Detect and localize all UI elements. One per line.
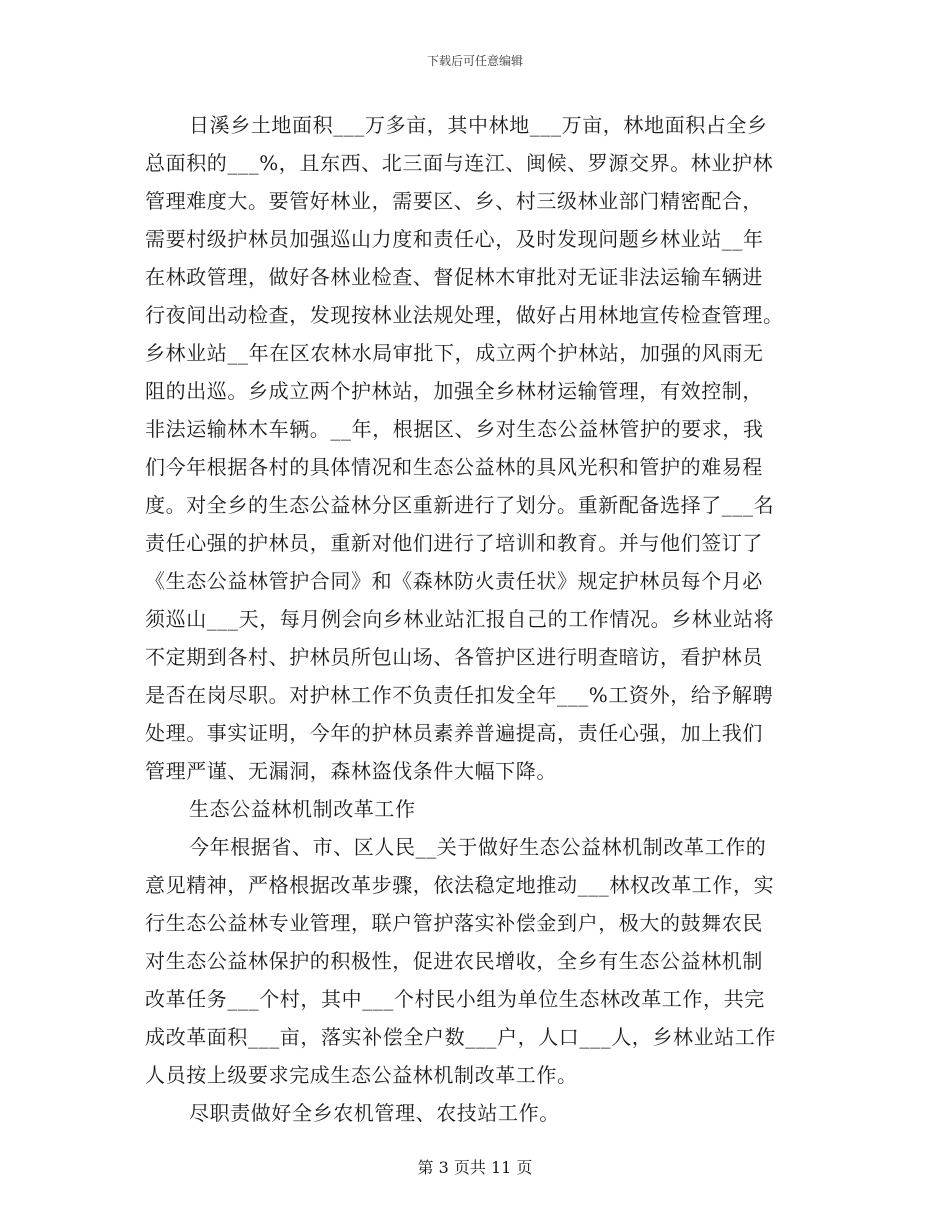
text-line: 成改革面积___亩，落实补偿全户数___户，人口___人，乡林业站工作 xyxy=(145,1025,776,1049)
text-line: 乡林业站__年在区农林水局审批下，成立两个护林站，加强的风雨无 xyxy=(145,341,764,365)
text-line: 改革任务___个村，其中___个村民小组为单位生态林改革工作，共完 xyxy=(145,987,765,1011)
text-line: 《生态公益林管护合同》和《森林防火责任状》规定护林员每个月必 xyxy=(145,569,763,593)
text-line: 日溪乡土地面积___万多亩，其中林地___万亩，林地面积占全乡 xyxy=(189,113,768,137)
text-line: 们今年根据各村的具体情况和生态公益林的具风光积和管护的难易程 xyxy=(145,455,763,479)
text-line: 非法运输林木车辆。__年，根据区、乡对生态公益林管护的要求，我 xyxy=(145,417,764,441)
text-line: 今年根据省、市、区人民__关于做好生态公益林机制改革工作的 xyxy=(189,835,767,859)
text-line: 管理严谨、无漏洞，森林盗伐条件大幅下降。 xyxy=(145,759,557,783)
text-line: 需要村级护林员加强巡山力度和责任心，及时发现问题乡林业站__年 xyxy=(145,227,764,251)
text-line: 尽职责做好全乡农机管理、农技站工作。 xyxy=(189,1101,560,1125)
text-line: 意见精神，严格根据改革步骤，依法稳定地推动___林权改革工作，实 xyxy=(145,873,775,897)
text-line: 行夜间出动检查，发现按林业法规处理，做好占用林地宣传检查管理。 xyxy=(145,303,784,327)
text-line: 总面积的___%，且东西、北三面与连江、闽候、罗源交界。林业护林 xyxy=(145,151,774,175)
page-header: 下载后可任意编辑 xyxy=(426,54,523,68)
text-line: 阻的出巡。乡成立两个护林站，加强全乡林材运输管理，有效控制， xyxy=(145,379,763,403)
text-line: 处理。事实证明，今年的护林员素养普遍提高，责任心强，加上我们 xyxy=(145,721,763,745)
text-line: 度。对全乡的生态公益林分区重新进行了划分。重新配备选择了___名 xyxy=(145,493,775,517)
text-line: 人员按上级要求完成生态公益林机制改革工作。 xyxy=(145,1063,578,1087)
document-body xyxy=(145,106,817,1132)
section-heading: 生态公益林机制改革工作 xyxy=(189,797,416,821)
page-footer: 第 3 页共 11 页 xyxy=(417,1158,533,1177)
text-line: 对生态公益林保护的积极性，促进农民增收，全乡有生态公益林机制 xyxy=(145,949,763,973)
text-line: 在林政管理，做好各林业检查、督促林木审批对无证非法运输车辆进 xyxy=(145,265,763,289)
text-line: 管理难度大。要管好林业，需要区、乡、村三级林业部门精密配合， xyxy=(145,189,763,213)
text-line: 责任心强的护林员，重新对他们进行了培训和教育。并与他们签订了 xyxy=(145,531,763,555)
text-line: 须巡山___天，每月例会向乡林业站汇报自己的工作情况。乡林业站将 xyxy=(145,607,775,631)
text-line: 不定期到各村、护林员所包山场、各管护区进行明查暗访，看护林员 xyxy=(145,645,763,669)
text-line: 行生态公益林专业管理，联户管护落实补偿金到户，极大的鼓舞农民 xyxy=(145,911,763,935)
text-line: 是否在岗尽职。对护林工作不负责任扣发全年___%工资外，给予解聘 xyxy=(145,683,774,707)
